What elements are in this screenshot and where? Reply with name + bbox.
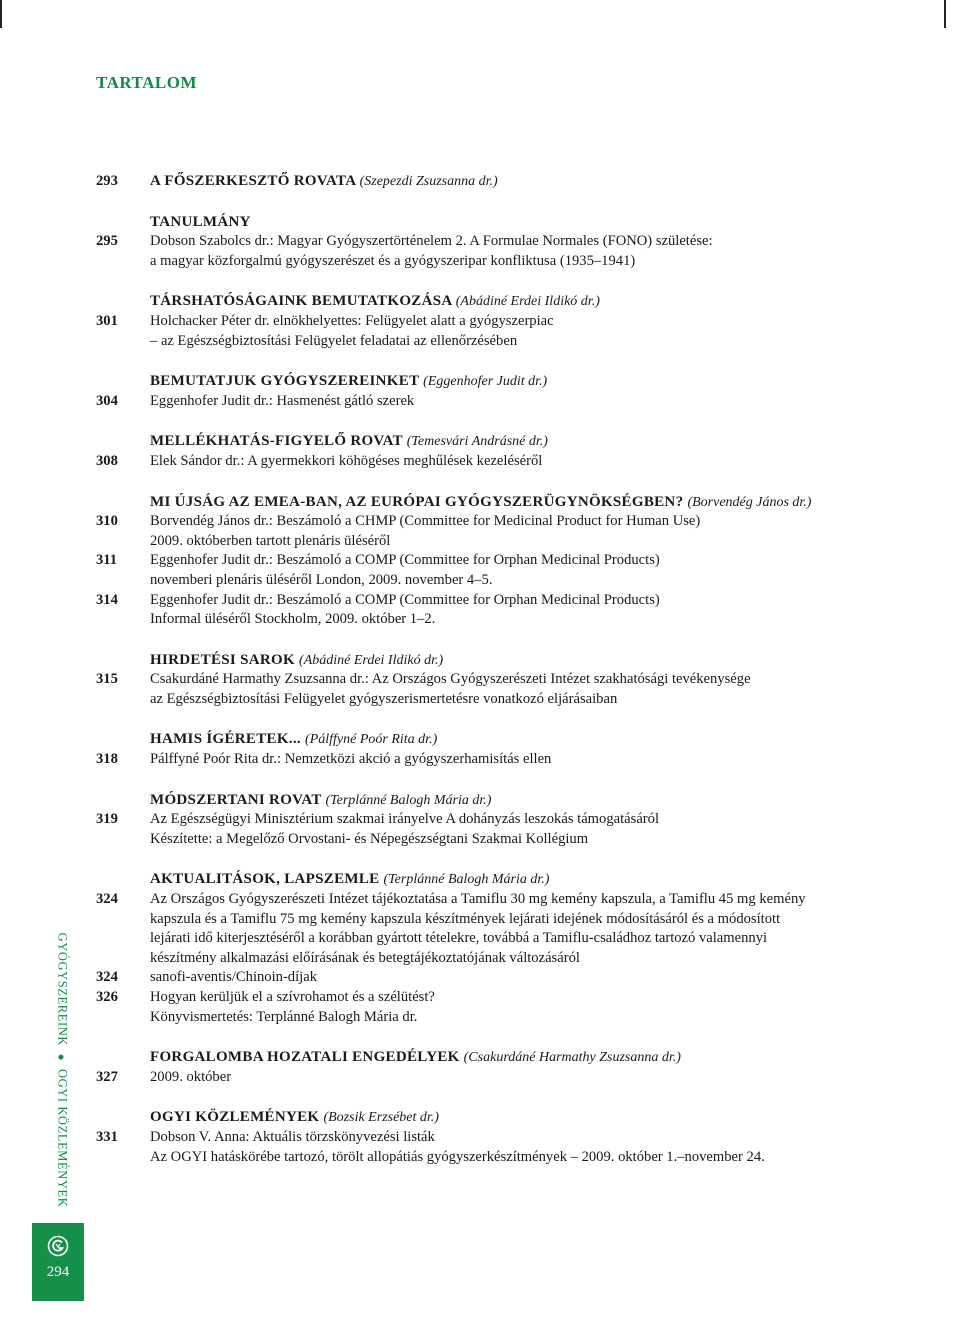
entry-text: Eggenhofer Judit dr.: Hasmenést gátló szerek (150, 392, 415, 409)
section-page-number (96, 372, 150, 392)
section-heading-row (96, 1048, 886, 1068)
toc-section (96, 1108, 886, 1167)
section-heading (150, 172, 886, 192)
section-heading (150, 372, 886, 392)
toc-entry (96, 312, 886, 332)
section-editor: (Abádiné Erdei Ildikó dr.) (455, 294, 600, 310)
toc-entry (96, 610, 886, 630)
section-heading-row (96, 870, 886, 890)
toc-section (96, 432, 886, 471)
entry-text: sanofi-aventis/Chinoin-díjak (150, 969, 317, 986)
entry-page-number (96, 532, 150, 552)
section-heading (150, 1048, 886, 1068)
section-heading (150, 432, 886, 452)
entry-page-number: 310 (96, 513, 118, 530)
toc-section (96, 493, 886, 630)
section-title: MELLÉKHATÁS-FIGYELŐ ROVAT (150, 433, 403, 450)
toc-entry (96, 670, 886, 690)
separator-dot-icon (59, 1055, 64, 1060)
section-heading-row (96, 791, 886, 811)
section-editor: (Csakurdáné Harmathy Zsuzsanna dr.) (463, 1050, 681, 1066)
section-page-number: 293 (96, 173, 118, 189)
toc-entry (96, 252, 886, 272)
section-page-number (96, 730, 150, 750)
toc-entry (96, 1148, 886, 1168)
entry-page-number (96, 610, 150, 630)
toc-section (96, 730, 886, 769)
section-title: HAMIS ÍGÉRETEK... (150, 731, 301, 748)
crop-mark-top-right (944, 0, 946, 28)
entry-text: Elek Sándor dr.: A gyermekkori köhögéses meghűlések kezeléséről (150, 452, 543, 469)
entry-text: Holchacker Péter dr. elnökhelyettes: Felügyelet alatt a gyógyszerpiac (150, 312, 554, 329)
section-editor: (Abádiné Erdei Ildikó dr.) (299, 652, 444, 668)
entry-text: Eggenhofer Judit dr.: Beszámoló a COMP (Committee for Orphan Medicinal Products) (150, 552, 660, 569)
toc-entry (96, 830, 886, 850)
toc-entry (96, 929, 886, 949)
section-editor: (Terplánné Balogh Mária dr.) (383, 872, 550, 888)
toc-entry (96, 750, 886, 770)
toc-section (96, 172, 886, 192)
toc-entry (96, 392, 886, 412)
entry-text: Készítette: a Megelőző Orvostani- és Népegészségtani Szakmai Kollégium (150, 830, 589, 847)
toc-entry (96, 1068, 886, 1088)
entry-text: Csakurdáné Harmathy Zsuzsanna dr.: Az Országos Gyógyszerészeti Intézet szakhatósági tevékenysége (150, 671, 751, 688)
section-title: AKTUALITÁSOK, LAPSZEMLE (150, 871, 380, 888)
section-heading (150, 730, 886, 750)
entry-page-number: 308 (96, 452, 118, 469)
entry-text: kapszula és a Tamiflu 75 mg kemény kapszula készítmények lejárati idejének módosításáról és a módosított (150, 910, 781, 927)
entry-page-number: 304 (96, 392, 118, 409)
entry-page-number: 331 (96, 1128, 118, 1145)
entry-text: novemberi plenáris üléséről London, 2009. november 4–5. (150, 571, 493, 588)
section-page-number (96, 493, 150, 513)
section-page-number (96, 292, 150, 312)
toc-entry (96, 332, 886, 352)
entry-text: Dobson Szabolcs dr.: Magyar Gyógyszertörténelem 2. A Formulae Normales (FONO) születése: (150, 233, 713, 250)
toc-entry (96, 968, 886, 988)
section-page-number (96, 651, 150, 671)
entry-page-number (96, 929, 150, 949)
section-heading (150, 292, 886, 312)
section-title: TANULMÁNY (150, 213, 251, 230)
entry-text: készítmény alkalmazási előírásának és betegtájékoztatójának változásáról (150, 949, 580, 966)
section-heading-row (96, 493, 886, 513)
entry-text: Pálffyné Poór Rita dr.: Nemzetközi akció a gyógyszerhamisítás ellen (150, 751, 552, 768)
section-page-number (96, 1048, 150, 1068)
toc-section (96, 791, 886, 850)
section-editor: (Eggenhofer Judit dr.) (423, 374, 548, 390)
section-editor: (Terplánné Balogh Mária dr.) (325, 792, 492, 808)
entry-text: Könyvismertetés: Terplánné Balogh Mária dr. (150, 1008, 418, 1025)
toc-entry (96, 512, 886, 532)
entry-page-number: 301 (96, 312, 118, 329)
section-page-number (96, 432, 150, 452)
section-heading (150, 651, 886, 671)
section-heading-row (96, 651, 886, 671)
section-title: HIRDETÉSI SAROK (150, 651, 295, 668)
toc-section (96, 372, 886, 411)
entry-page-number (96, 830, 150, 850)
section-editor: (Pálffyné Poór Rita dr.) (305, 732, 438, 748)
entry-text: a magyar közforgalmú gyógyszerészet és a gyógyszeripar konfliktusa (1935–1941) (150, 252, 636, 269)
toc-section (96, 213, 886, 272)
page-title: TARTALOM (96, 73, 197, 92)
page-number-box (32, 1223, 84, 1301)
entry-text: 2009. október (150, 1068, 232, 1085)
section-title: OGYI KÖZLEMÉNYEK (150, 1109, 320, 1126)
entry-page-number (96, 1008, 150, 1028)
side-label (55, 933, 70, 1208)
section-title: TÁRSHATÓSÁGAINK BEMUTATKOZÁSA (150, 293, 452, 310)
entry-page-number: 327 (96, 1068, 118, 1085)
toc-entry (96, 910, 886, 930)
entry-page-number: 324 (96, 891, 118, 908)
section-heading (150, 213, 886, 233)
section-editor: (Borvendég János dr.) (687, 494, 812, 510)
toc-entry (96, 949, 886, 969)
section-heading-row (96, 172, 886, 192)
section-editor: (Szepezdi Zsuzsanna dr.) (359, 174, 498, 189)
section-title: FORGALOMBA HOZATALI ENGEDÉLYEK (150, 1049, 460, 1066)
entry-text: – az Egészségbiztosítási Felügyelet feladatai az ellenőrzésében (150, 332, 518, 349)
entry-text: Eggenhofer Judit dr.: Beszámoló a COMP (Committee for Orphan Medicinal Products) (150, 591, 660, 608)
toc-section (96, 870, 886, 1027)
entry-text: Az OGYI hatáskörébe tartozó, törölt allopátiás gyógyszerkészítmények – 2009. október 1.–november 24. (150, 1148, 765, 1165)
section-title: A FŐSZERKESZTŐ ROVATA (150, 173, 356, 189)
toc-entry (96, 452, 886, 472)
entry-page-number (96, 910, 150, 930)
section-page-number (96, 1108, 150, 1128)
toc-entry (96, 890, 886, 910)
toc-entry (96, 571, 886, 591)
toc-entry (96, 810, 886, 830)
entry-text: Az Egészségügyi Minisztérium szakmai irányelve A dohányzás leszokás támogatásáról (150, 811, 660, 828)
entry-page-number (96, 332, 150, 352)
section-title: MÓDSZERTANI ROVAT (150, 791, 322, 808)
section-heading-row (96, 372, 886, 392)
entry-text: 2009. októberben tartott plenáris üléséről (150, 532, 391, 549)
section-heading-row (96, 213, 886, 233)
entry-page-number: 311 (96, 552, 118, 569)
section-page-number (96, 213, 150, 233)
entry-page-number (96, 949, 150, 969)
toc-entry (96, 1008, 886, 1028)
section-heading-row (96, 292, 886, 312)
entry-text: Informal üléséről Stockholm, 2009. október 1–2. (150, 611, 436, 628)
entry-page-number: 315 (96, 671, 118, 688)
entry-page-number: 295 (96, 233, 118, 250)
entry-text: Dobson V. Anna: Aktuális törzskönyvezési listák (150, 1128, 435, 1145)
toc-section (96, 651, 886, 710)
section-heading-row (96, 730, 886, 750)
entry-text: Hogyan kerüljük el a szívrohamot és a szélütést? (150, 989, 435, 1005)
toc-section (96, 1048, 886, 1087)
entry-page-number: 326 (96, 989, 118, 1005)
section-page-number (96, 791, 150, 811)
entry-page-number (96, 1148, 150, 1168)
entry-text: az Egészségbiztosítási Felügyelet gyógyszerismertetésre vonatkozó eljárásaiban (150, 690, 618, 707)
side-label-left: GYÓGYSZEREINK (55, 932, 70, 1046)
entry-page-number (96, 571, 150, 591)
section-editor: (Bozsik Erzsébet dr.) (323, 1110, 439, 1126)
section-title: BEMUTATJUK GYÓGYSZEREINKET (150, 373, 420, 390)
toc-entry (96, 232, 886, 252)
page-number: 294 (46, 1264, 70, 1280)
section-heading (150, 791, 886, 811)
toc-entry (96, 551, 886, 571)
entry-page-number: 318 (96, 751, 118, 768)
crop-mark-top-left (0, 0, 2, 28)
section-heading (150, 1108, 886, 1128)
section-heading (150, 870, 886, 890)
section-editor: (Temesvári Andrásné dr.) (406, 434, 548, 450)
section-heading (150, 493, 886, 513)
toc-section (96, 292, 886, 351)
section-page-number (96, 870, 150, 890)
entry-page-number (96, 252, 150, 272)
table-of-contents (96, 172, 886, 1188)
section-heading-row (96, 1108, 886, 1128)
toc-entry (96, 591, 886, 611)
entry-page-number: 314 (96, 591, 118, 608)
toc-entry (96, 988, 886, 1008)
journal-logo-icon (47, 1235, 69, 1257)
toc-entry (96, 690, 886, 710)
toc-entry (96, 532, 886, 552)
entry-page-number (96, 690, 150, 710)
toc-entry (96, 1128, 886, 1148)
side-label-right: OGYI KÖZLEMÉNYEK (55, 1068, 70, 1208)
entry-text: lejárati idő kiterjesztéséről a korábban gyártott tételekre, továbbá a Tamiflu-családhoz tartozó valamennyi (150, 930, 768, 947)
entry-page-number: 324 (96, 969, 118, 986)
section-heading-row (96, 432, 886, 452)
entry-text: Borvendég János dr.: Beszámoló a CHMP (Committee for Medicinal Product for Human Use) (150, 513, 701, 530)
entry-page-number: 319 (96, 811, 118, 828)
entry-text: Az Országos Gyógyszerészeti Intézet tájékoztatása a Tamiflu 30 mg kemény kapszula, a Tamiflu 45 mg kemény (150, 891, 806, 908)
section-title: MI ÚJSÁG AZ EMEA-BAN, AZ EURÓPAI GYÓGYSZERÜGYNÖKSÉGBEN? (150, 493, 684, 510)
